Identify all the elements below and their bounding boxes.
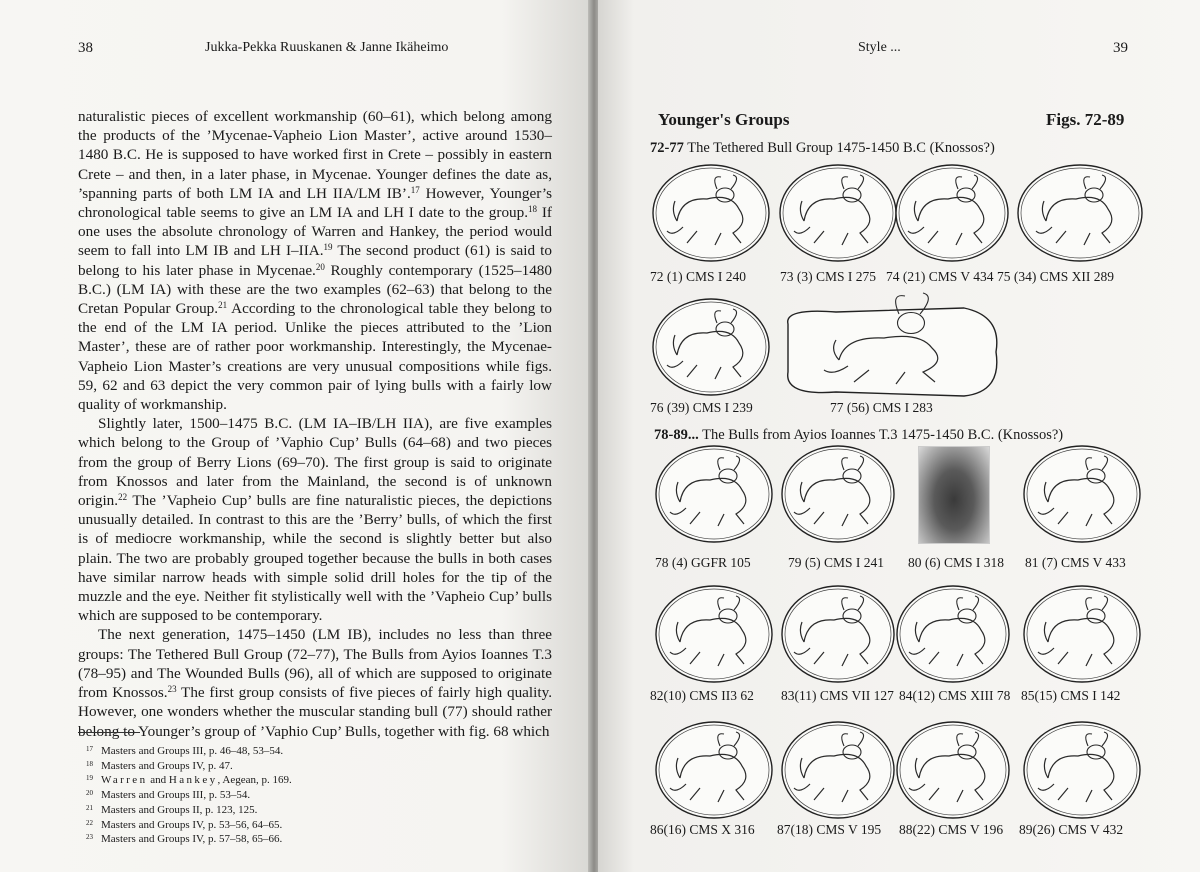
footnote-text: Masters and Groups III, p. 53–54.: [101, 789, 251, 802]
seal-caption: 87(18) CMS V 195: [777, 822, 882, 837]
seal-caption: 80 (6) CMS I 318: [908, 555, 1005, 570]
seal-caption: 81 (7) CMS V 433: [1025, 555, 1126, 570]
text-run: The second product (61) is said to belong to his later phase in Mycenae.: [78, 242, 552, 279]
seal-outline: [656, 446, 772, 542]
footnote-number: 19: [86, 774, 93, 783]
text-run: The first group consists of five pieces of fairly high quality. However, one wonders whether the muscular standing bull (77) should rather belong to Younger’s group of ’Vaphio Cup’ Bulls, together with fig. 68 which: [78, 684, 552, 740]
seal-outline: [656, 586, 772, 682]
group-name: The Bulls from Ayios Ioannes T.3 1475-1450 B.C. (Knossos?): [698, 427, 1064, 443]
author-name: Hankey: [168, 774, 218, 787]
seal-drawing: [654, 584, 774, 684]
left-page: [0, 0, 590, 872]
footnote: [86, 744, 506, 759]
seal-drawing: [894, 163, 1010, 263]
seal-drawing: [776, 306, 1004, 398]
footnote-number: 20: [86, 789, 93, 798]
seal-outline: [780, 165, 896, 261]
footnote-number: 22: [86, 818, 93, 827]
footnote-ref: 19: [323, 242, 333, 253]
seal-drawing: [780, 584, 896, 684]
footnote-ref: 21: [218, 300, 228, 311]
seal-outline: [782, 586, 894, 682]
group-number: 72-77: [650, 140, 684, 156]
seal-caption: 83(11) CMS VII 127: [781, 688, 894, 703]
footnote-text: Masters and Groups III, p. 46–48, 53–54.: [101, 745, 284, 757]
text-run: naturalistic pieces of excellent workmanship (60–61), which belong among the products of the ’Mycenae-Vapheio Lion Master’, active around 1530–1480 B.C. He is supposed to have worked first in Crete – possibly in eastern Crete – and then, in a later phase, in Mycenae. Younger defines the date as, ’spanning parts of both LM IA and LH IIA/LM IB’.: [78, 108, 552, 202]
seal-caption: 85(15) CMS I 142: [1021, 688, 1121, 703]
group-number: 78-89...: [654, 427, 699, 443]
seal-drawing: [780, 444, 896, 544]
seal-outline: [897, 722, 1009, 818]
footnote-ref: 17: [410, 184, 420, 195]
footnote: [86, 773, 506, 788]
footnote-number: 17: [86, 745, 93, 753]
footnote-ref: 18: [528, 204, 538, 215]
page-number-right: 39: [1113, 40, 1128, 56]
seal-outline: [896, 165, 1008, 261]
seal-caption: 77 (56) CMS I 283: [830, 400, 933, 415]
seal-caption: 89(26) CMS V 432: [1019, 822, 1124, 837]
text-run: Slightly later, 1500–1475 B.C. (LM IA–IB/LH IIA), are five examples which belong to the Group of ’Vaphio Cup’ Bulls (64–68) and two pieces from the group of Berry Lions (69–70). The first group is said to originate from Knossos and later from the Mainland, the second is of unknown origin.: [78, 415, 552, 510]
seal-outline: [1024, 446, 1140, 542]
author-name: Warren: [101, 774, 148, 787]
footnote: [86, 759, 506, 774]
footnote-text: Masters and Groups IV, p. 53–56, 64–65.: [101, 818, 283, 831]
seal-outline: [788, 308, 997, 396]
seal-drawing: [1022, 584, 1142, 684]
seal-outline: [1024, 722, 1140, 818]
seal-drawing: [895, 584, 1011, 684]
seal-caption: 88(22) CMS V 196: [899, 822, 1004, 837]
seal-caption: 76 (39) CMS I 239: [650, 400, 753, 415]
seal-drawing: [1022, 720, 1142, 820]
footnote-number: 18: [86, 759, 93, 768]
seal-drawing: [780, 720, 896, 820]
seal-caption: 74 (21) CMS V 434: [886, 269, 994, 284]
seal-caption: 82(10) CMS II3 62: [650, 688, 754, 703]
group-title-tethered-bull: [650, 140, 995, 157]
seal-drawing: [1022, 444, 1142, 544]
text-run: The ’Vapheio Cup’ bulls are fine naturalistic pieces, the depictions unusually detailed. In contrast to this are the ’Berry’ bulls, of which the first is of mediocre workmanship, while the second is slightly better but also plain. The two are probably grouped together because the bulls in both cases have similar narrow heads with simple solid drill holes for the tip of the muzzle and the eye. Neither fit stylistically well with the ’Vapheio Cup’ bulls which are supposed to be contemporary.: [78, 492, 552, 625]
footnote: [86, 788, 506, 803]
text-run: If one uses the absolute chronology of Warren and Hankey, the period would seem to fall into LM IB and LH I–IIA.: [78, 204, 552, 260]
text-run: The next generation, 1475–1450 (LM IB), includes no less than three groups: The Tethered Bull Group (72–77), The Bulls from Ayios Ioannes T.3 (78–95) and The Wounded Bulls (96), all of which are supposed to originate from Knossos.: [78, 626, 552, 702]
seal-outline: [782, 722, 894, 818]
seal-outline: [656, 722, 772, 818]
seal-outline: [782, 446, 894, 542]
text-run: Roughly contemporary (1525–1480 B.C.) (LM IA) with these are the two examples (62–63) that belong to the Cretan Popular Group.: [78, 261, 552, 318]
seal-outline: [653, 299, 769, 395]
seal-caption: 84(12) CMS XIII 78: [899, 688, 1011, 703]
group-title-ayios-ioannes: [654, 427, 1063, 444]
footnote-ref: 20: [315, 261, 325, 272]
seal-caption: 73 (3) CMS I 275: [780, 269, 877, 284]
text-run: According to the chronological table they belong to the end of the LM IA period. Unlike the pieces attributed to the ’Lion Master’, these are of rather poor workmanship. Interestingly, the Mycenae-Vapheio Lion Master’s creations are very unusual compositions while figs. 59, 62 and 63 depict the very common pair of lying bulls with a fairly low quality of workmanship.: [78, 300, 552, 414]
page-number-left: 38: [78, 40, 93, 56]
footnote-number: 21: [86, 803, 93, 812]
seal-drawing: [778, 163, 898, 263]
plate-title: Younger's Groups: [658, 110, 790, 129]
seal-drawing: [1016, 163, 1144, 263]
seal-drawing: [654, 720, 774, 820]
paragraph: [78, 414, 552, 625]
running-head-left: Jukka-Pekka Ruuskanen & Janne Ikäheimo: [205, 40, 449, 55]
footnote: [86, 832, 506, 847]
seal-outline: [1018, 165, 1142, 261]
footnote: [86, 818, 506, 833]
footnote-ref: 23: [167, 684, 177, 695]
seal-photo-80: [918, 446, 990, 544]
text-run: However, Younger’s chronological table seems to give an LM IA and LH I date to the group.: [78, 184, 552, 222]
paragraph: [78, 107, 552, 414]
seal-caption: 86(16) CMS X 316: [650, 822, 755, 837]
seal-outline: [653, 165, 769, 261]
seal-drawing: [651, 297, 771, 397]
footnote-text: , Aegean, p. 169.: [217, 774, 292, 787]
paragraph: [78, 625, 552, 740]
body-text: [78, 107, 552, 741]
footnote-text: Masters and Groups IV, p. 57–58, 65–66.: [101, 833, 283, 846]
footnote: [86, 803, 506, 818]
seal-drawing: [651, 163, 771, 263]
right-page: [598, 0, 1200, 872]
footnotes: [86, 744, 506, 847]
seal-drawing: [654, 444, 774, 544]
footnote-rule: [78, 732, 140, 733]
footnote-number: 23: [86, 833, 93, 842]
seal-caption: 72 (1) CMS I 240: [650, 269, 747, 284]
group-name: The Tethered Bull Group 1475-1450 B.C (Knossos?): [683, 140, 995, 156]
seal-caption: 79 (5) CMS I 241: [788, 555, 885, 570]
seal-drawing: [895, 720, 1011, 820]
plate-figure-range: Figs. 72-89: [1046, 110, 1125, 129]
seal-caption: 78 (4) GGFR 105: [655, 555, 751, 570]
seal-caption: 75 (34) CMS XII 289: [997, 269, 1114, 284]
seal-outline: [1024, 586, 1140, 682]
footnote-text: Masters and Groups IV, p. 47.: [101, 759, 233, 772]
seal-outline: [897, 586, 1009, 682]
text-run: and: [147, 774, 169, 787]
footnote-text: Masters and Groups II, p. 123, 125.: [101, 803, 258, 816]
footnote-ref: 22: [118, 492, 128, 503]
running-head-right: Style ...: [858, 40, 901, 55]
